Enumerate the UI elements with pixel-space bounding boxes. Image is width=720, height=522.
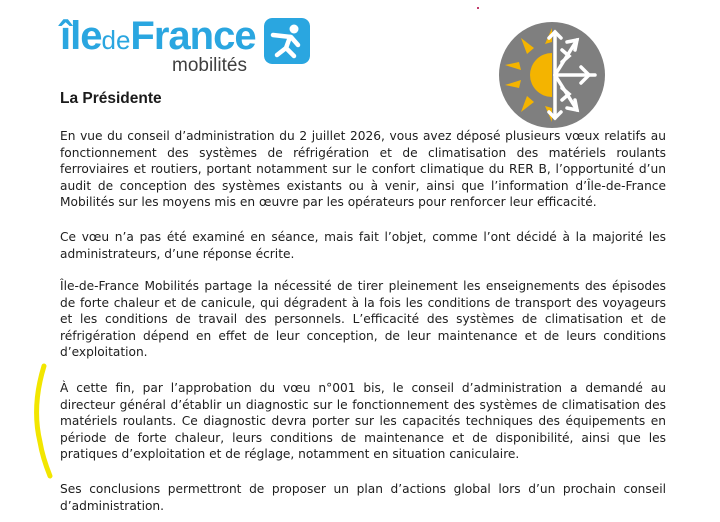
logo-ile: île xyxy=(60,14,102,58)
logo-france: France xyxy=(130,14,256,58)
yellow-highlighter-mark xyxy=(22,362,62,480)
paragraph-1: En vue du conseil d’administration du 2 juillet 2026, vous avez déposé plusieurs vœux relatifs au fonctionnement des systèmes de réfrigération et de climatisation des matériels roulants ferroviaires et routiers, portant notamment sur le confort climatique du RER B, l’opportunité d’un audit de conception des systèmes existants ou à venir, ainsi que l’information d’Île-de-France Mobilités sur les moyens mis en œuvre par les opérateurs pour renforcer leur efficacité. xyxy=(60,129,666,210)
logo-mobilites: mobilités xyxy=(172,55,247,76)
walking-person-icon xyxy=(264,18,310,64)
sun-snowflake-icon xyxy=(497,20,607,130)
page-title: La Présidente xyxy=(60,90,162,107)
paragraph-5: Ses conclusions permettront de proposer un plan d’actions global lors d’un prochain conseil d’administration. xyxy=(60,482,666,513)
paragraph-3: Île-de-France Mobilités partage la nécessité de tirer pleinement les enseignements des épisodes de forte chaleur et de canicule, qui dégradent à la fois les conditions de transport des voyageurs et les conditions de travail des personnels. L’efficacité des systèmes de climatisation et de réfrigération dépend en effet de leur conception, de leur maintenance et de leurs conditions d’exploitation. xyxy=(60,279,666,360)
stray-mark xyxy=(477,7,479,9)
iledefrance-mobilites-logo xyxy=(60,14,320,74)
logo-de: de xyxy=(101,25,131,55)
paragraph-2: Ce vœu n’a pas été examiné en séance, mais fait l’objet, comme l’ont décidé à la majorité les administrateurs, d’une réponse écrite. xyxy=(60,230,666,261)
paragraph-4: À cette fin, par l’approbation du vœu n°001 bis, le conseil d’administration a demandé au directeur général d’établir un diagnostic sur le fonctionnement des systèmes de climatisation des matériels roulants. Ce diagnostic devra porter sur les capacités techniques des équipements en période de forte chaleur, leurs conditions de maintenance et de disponibilité, ainsi que les pratiques d’exploitation et de réglage, notamment en situation caniculaire. xyxy=(60,381,666,462)
